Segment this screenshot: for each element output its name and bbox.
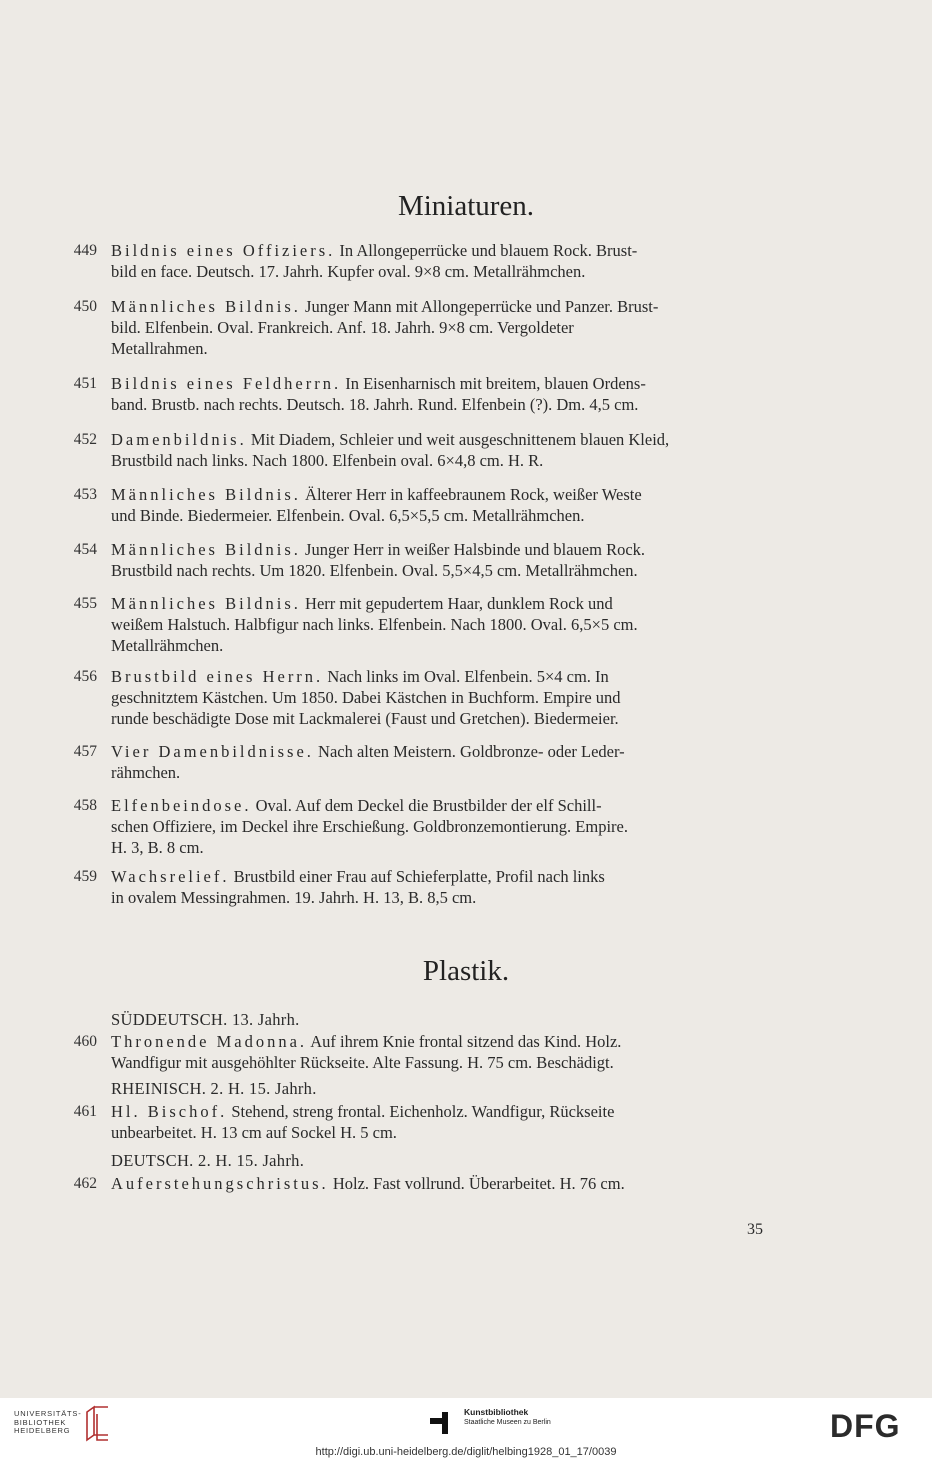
- entry-title: Thronende Madonna.: [111, 1032, 308, 1051]
- entry-line: Brustbild nach rechts. Um 1820. Elfenbein. Oval. 5,5×4,5 cm. Metallrähmchen.: [111, 561, 638, 580]
- dfg-logo[interactable]: DFG: [830, 1408, 901, 1444]
- entry-title: Brustbild eines Herrn.: [111, 667, 324, 686]
- entry-number: 459: [73, 868, 97, 885]
- entry-line: Herr mit gepudertem Haar, dunklem Rock und: [305, 594, 613, 613]
- entry-line: unbearbeitet. H. 13 cm auf Sockel H. 5 cm.: [111, 1123, 397, 1142]
- entry-number: 454: [73, 541, 97, 558]
- entry-number: 456: [73, 668, 97, 685]
- entry-line: Brustbild nach links. Nach 1800. Elfenbein oval. 6×4,8 cm. H. R.: [111, 451, 544, 470]
- entry-number: 452: [73, 431, 97, 448]
- entry-line: In Eisenharnisch mit breitem, blauen Ordens-: [345, 374, 646, 393]
- entry-text: [111, 666, 763, 729]
- ub-logo-line: HEIDELBERG: [14, 1426, 71, 1435]
- entry-line: geschnitztem Kästchen. Um 1850. Dabei Kästchen in Buchform. Empire und: [111, 688, 621, 707]
- origin-subheading: DEUTSCH. 2. H. 15. Jahrh.: [111, 1151, 305, 1170]
- kunstbibliothek-logo-icon: [428, 1408, 458, 1436]
- entry-line: runde beschädigte Dose mit Lackmalerei (Faust und Gretchen). Biedermeier.: [111, 709, 619, 728]
- entry-number: 450: [73, 298, 97, 315]
- entry-number: 453: [73, 486, 97, 503]
- entry-line: bild en face. Deutsch. 17. Jahrh. Kupfer oval. 9×8 cm. Metallrähmchen.: [111, 262, 586, 281]
- origin-subheading: RHEINISCH. 2. H. 15. Jahrh.: [111, 1079, 317, 1098]
- entry-number: 451: [73, 375, 97, 392]
- entry-line: Nach alten Meistern. Goldbronze- oder Leder-: [318, 742, 625, 761]
- ub-heidelberg-logo[interactable]: [14, 1410, 82, 1436]
- entry-line: Holz. Fast vollrund. Überarbeitet. H. 76 cm.: [332, 1174, 625, 1193]
- entry-line: Junger Herr in weißer Halsbinde und blauem Rock.: [305, 540, 646, 559]
- entry-line: Junger Mann mit Allongeperrücke und Panzer. Brust-: [305, 297, 659, 316]
- entry-line: band. Brustb. nach rechts. Deutsch. 18. Jahrh. Rund. Elfenbein (?). Dm. 4,5 cm.: [111, 395, 639, 414]
- entry-title: Wachsrelief.: [111, 867, 230, 886]
- entry-line: In Allongeperrücke und blauem Rock. Brust-: [339, 241, 638, 260]
- entry-title: Männliches Bildnis.: [111, 594, 301, 613]
- entry-title: Männliches Bildnis.: [111, 540, 301, 559]
- heading-plastik: Plastik.: [422, 955, 510, 987]
- entry-line: bild. Elfenbein. Oval. Frankreich. Anf. 18. Jahrh. 9×8 cm. Vergoldeter: [111, 318, 574, 337]
- entry-number: 462: [73, 1175, 97, 1192]
- entry-line: Brustbild einer Frau auf Schieferplatte, Profil nach links: [233, 867, 605, 886]
- source-url[interactable]: http://digi.ub.uni-heidelberg.de/diglit/helbing1928_01_17/0039: [315, 1446, 617, 1458]
- entry-line: schen Offiziere, im Deckel ihre Erschießung. Goldbronzemontierung. Empire.: [111, 817, 628, 836]
- entry-number: 461: [73, 1103, 97, 1120]
- entry-line: und Binde. Biedermeier. Elfenbein. Oval. 6,5×5,5 cm. Metallrähmchen.: [111, 506, 585, 525]
- entry-text: [111, 1101, 763, 1143]
- entry-title: Damenbildnis.: [111, 430, 247, 449]
- entry-line: rähmchen.: [111, 763, 181, 782]
- entry-text: [111, 429, 763, 471]
- entry-line: weißem Halstuch. Halbfigur nach links. Elfenbein. Nach 1800. Oval. 6,5×5 cm.: [111, 615, 638, 634]
- entry-text: [111, 373, 763, 415]
- entry-title: Männliches Bildnis.: [111, 485, 301, 504]
- entry-text: [111, 296, 763, 359]
- ub-emblem-icon: [84, 1404, 112, 1444]
- entry-text: [111, 484, 763, 526]
- entry-number: 458: [73, 797, 97, 814]
- entry-title: Vier Damenbildnisse.: [111, 742, 314, 761]
- digitization-footer: [0, 1398, 932, 1464]
- entry-text: [111, 539, 763, 581]
- entry-title: Männliches Bildnis.: [111, 297, 301, 316]
- entry-text: [111, 240, 763, 282]
- entry-title: Bildnis eines Feldherrn.: [111, 374, 342, 393]
- entry-line: in ovalem Messingrahmen. 19. Jahrh. H. 13, B. 8,5 cm.: [111, 888, 477, 907]
- heading-miniaturen: Miniaturen.: [397, 190, 535, 222]
- entry-title: Auferstehungschristus.: [111, 1174, 329, 1193]
- entry-number: 457: [73, 743, 97, 760]
- entry-number: 460: [73, 1033, 97, 1050]
- entry-line: Nach links im Oval. Elfenbein. 5×4 cm. In: [327, 667, 609, 686]
- origin-subheading: SÜDDEUTSCH. 13. Jahrh.: [111, 1010, 300, 1029]
- entry-title: Bildnis eines Offiziers.: [111, 241, 336, 260]
- entry-title: Hl. Bischof.: [111, 1102, 228, 1121]
- entry-line: Auf ihrem Knie frontal sitzend das Kind. Holz.: [310, 1032, 622, 1051]
- page-number: 35: [747, 1221, 763, 1238]
- entry-line: Oval. Auf dem Deckel die Brustbilder der elf Schill-: [255, 796, 602, 815]
- entry-text: [111, 795, 763, 858]
- entry-line: Mit Diadem, Schleier und weit ausgeschnittenem blauen Kleid,: [250, 430, 670, 449]
- entry-line: Stehend, streng frontal. Eichenholz. Wandfigur, Rückseite: [231, 1102, 615, 1121]
- entry-text: [111, 1031, 763, 1073]
- kunstbibliothek-label[interactable]: Kunstbibliothek Staatliche Museen zu Berlin: [464, 1407, 551, 1426]
- entry-line: Metallrahmen.: [111, 339, 208, 358]
- entry-line: Metallrähmchen.: [111, 636, 224, 655]
- entry-text: [111, 866, 763, 908]
- entry-line: Wandfigur mit ausgehöhlter Rückseite. Alte Fassung. H. 75 cm. Beschädigt.: [111, 1053, 614, 1072]
- entry-text: [111, 593, 763, 656]
- entry-line: Älterer Herr in kaffeebraunem Rock, weißer Weste: [305, 485, 642, 504]
- entry-title: Elfenbeindose.: [111, 796, 252, 815]
- entry-text: [111, 741, 763, 783]
- entry-number: 449: [73, 242, 97, 259]
- entry-number: 455: [73, 595, 97, 612]
- entry-text: [111, 1173, 763, 1194]
- entry-line: H. 3, B. 8 cm.: [111, 838, 204, 857]
- ub-logo-line: BIBLIOTHEK: [14, 1417, 67, 1427]
- ub-logo-line: UNIVERSITÄTS-: [14, 1409, 82, 1418]
